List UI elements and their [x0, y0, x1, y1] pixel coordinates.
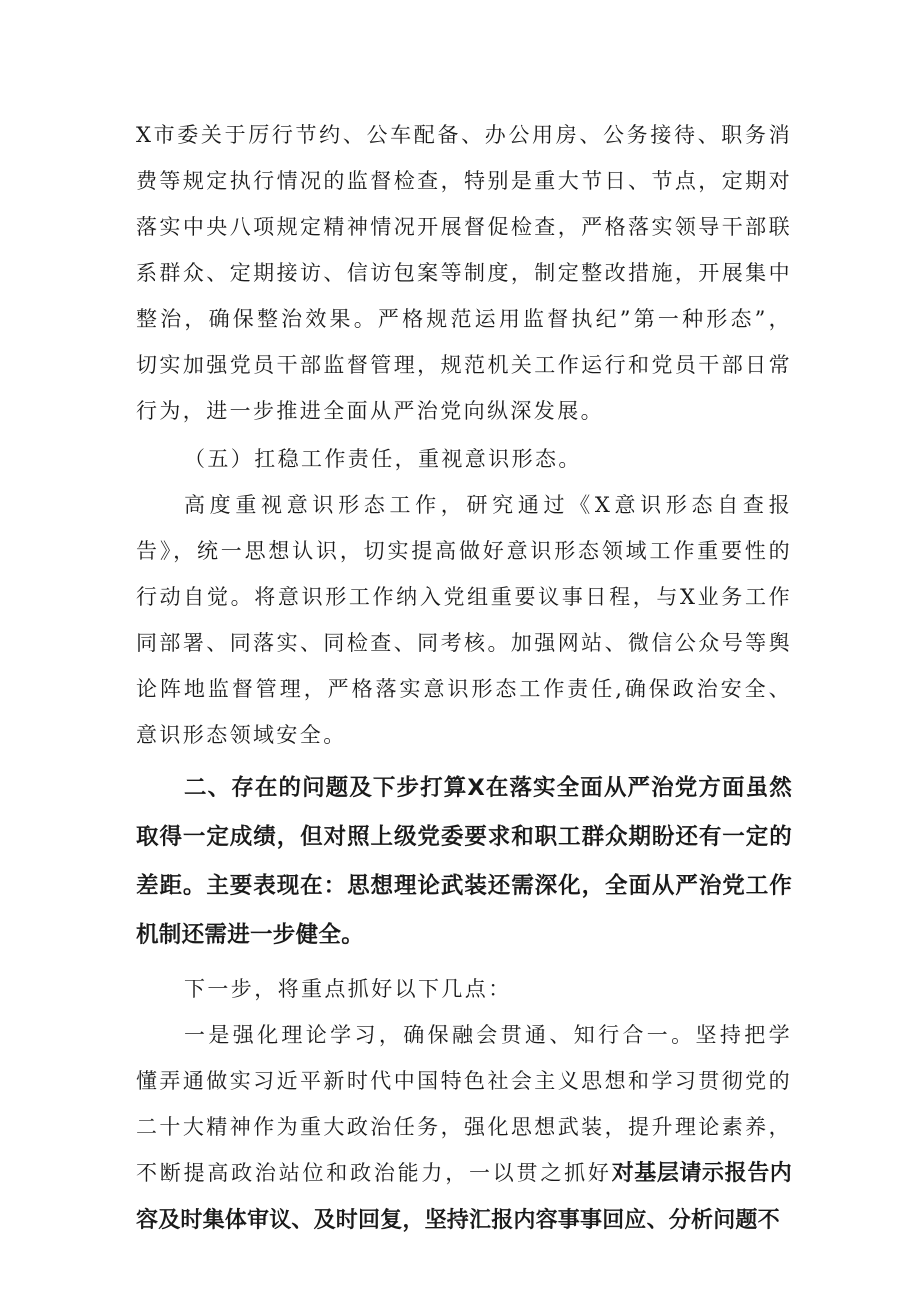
paragraph-theory-study: [136, 1012, 792, 1244]
paragraph-next-steps-intro: 下一步，将重点抓好以下几点：: [184, 977, 512, 1001]
theory-study-bold-text: 对基层请示报告内容及时集体审议、及时回复，坚持汇报内容事事回应、分析问题不: [136, 1161, 792, 1233]
theory-study-text: 一是强化理论学习，确保融会贯通、知行合一。坚持把学懂弄通做实习近平新时代中国特色社会主义思想和学习贯彻党的二十大精神作为重大政治任务，强化思想武装，提升理论素养，不断提高政治站位和政治能力，一以贯之抓好: [136, 1023, 792, 1185]
paragraph-ideology: 高度重视意识形态工作，研究通过《X意识形态自查报告》，统一思想认识，切实提高做好意识形态领域工作重要性的行动自觉。将意识形工作纳入党组重要议事日程，与X业务工作同部署、同落实、同检查、同考核。加强网站、微信公众号等舆论阵地监督管理，严格落实意识形态工作责任,确保政治安全、意识形态领域安全。: [136, 493, 792, 747]
section-heading-problems: 二、存在的问题及下步打算X在落实全面从严治党方面虽然取得一定成绩，但对照上级党委要求和职工群众期盼还有一定的差距。主要表现在：思想理论武装还需深化，全面从严治党工作机制还需进一步健全。: [136, 775, 792, 948]
sub-heading-ideology: （五）扛稳工作责任，重视意识形态。: [184, 447, 582, 471]
paragraph-supervision: X市委关于厉行节约、公车配备、办公用房、公务接待、职务消费等规定执行情况的监督检查，特别是重大节日、节点，定期对落实中央八项规定精神情况开展督促检查，严格落实领导干部联系群众、定期接访、信访包案等制度，制定整改措施，开展集中整治，确保整治效果。严格规范运用监督执纪”第一种形态”，切实加强党员干部监督管理，规范机关工作运行和党员干部日常行为，进一步推进全面从严治党向纵深发展。: [136, 123, 792, 423]
document-body: [136, 112, 792, 1244]
